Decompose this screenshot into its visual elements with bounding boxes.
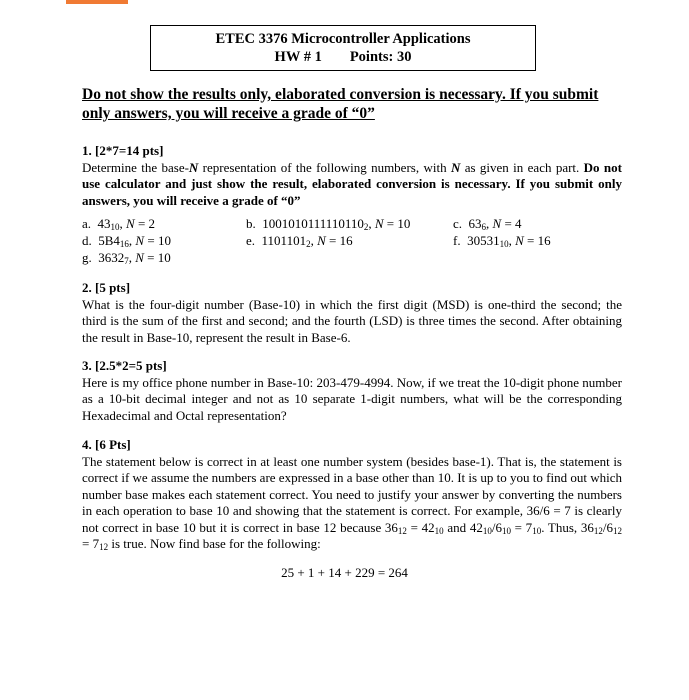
part-b: b. $1001010111110110_2$, N = 10 (246, 216, 411, 232)
hw-number: HW # 1 (274, 49, 322, 65)
title-box (150, 25, 536, 71)
question-3 (82, 358, 622, 424)
question-4-equation: 25 + 1 + 14 + 229 = 264 (281, 565, 408, 580)
hw-points: Points: 30 (349, 49, 412, 65)
hw-line (151, 48, 535, 66)
question-3-heading: 3. [2.5*2=5 pts] (82, 358, 167, 373)
question-1-text: Determine the base-N representation of the following numbers, with N as given in each part. Do not use calculator and just show the result, elaborated conversion is necessary. If you submit only answers, you will receive a grade of “0” (82, 159, 622, 208)
course-title: ETEC 3376 Microcontroller Applications (215, 31, 471, 47)
part-d: d. $5B4_{16}$, N = 10 (82, 233, 171, 249)
part-g: g. $3632_7$, N = 10 (82, 250, 171, 266)
orange-tab-decoration (66, 0, 128, 4)
question-4-heading: 4. [6 Pts] (82, 437, 131, 452)
question-2 (82, 280, 622, 346)
question-3-text: Here is my office phone number in Base-10: 203-479-4994. Now, if we treat the 10-digit phone number as a 10-bit decimal integer and not as 10 separate 1-digit numbers, what will be the corresponding Hexadecimal and Octal representation? (82, 374, 622, 423)
part-e: e. $1101101_2$, N = 16 (246, 233, 353, 249)
part-c: c. $63_6$, N = 4 (453, 216, 522, 232)
question-2-heading: 2. [5 pts] (82, 280, 131, 295)
question-1 (82, 143, 622, 209)
question-4-text: The statement below is correct in at least one number system (besides base-1). That is, the statement is correct if we assume the numbers are expressed in a base other than 10. It is up to you to find out which number base makes each statement correct. You need to justify your answer by converting the numbers in each operation to base 10 and showing that the statement is correct. For example, 36/6 = 7 is clearly not correct in base 10 but it is correct in base 12 because $36_{12} = 42_{10}$ and $42_{10}/6_{10} = 7_{10}$. Thus, $36_{12}/6_{12} = 7_{12}$ is true. Now find base for the following: (82, 453, 622, 552)
part-f: f. $30531_{10}$, N = 16 (453, 233, 551, 249)
question-4 (82, 437, 622, 553)
grading-warning: Do not show the results only, elaborated conversion is necessary. If you submit only answers, you will receive a grade of “0” (82, 86, 599, 122)
part-a: a. $43_{10}$, N = 2 (82, 216, 156, 232)
question-2-text: What is the four-digit number (Base-10) in which the first digit (MSD) is one-third the second; the third is the sum of the first and second; and the fourth (LSD) is three times the second. After obtaining the result in Base-10, represent the result in Base-6. (82, 296, 622, 345)
question-1-heading: 1. [2*7=14 pts] (82, 143, 164, 158)
